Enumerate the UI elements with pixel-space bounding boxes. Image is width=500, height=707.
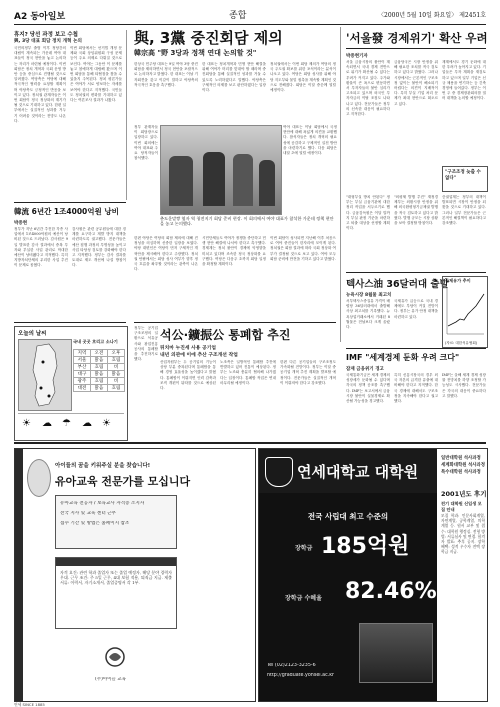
ad-right-line1: 전국 사립대 최고 수준의: [307, 512, 389, 521]
ad-right-ratio-label: 장학금 수혜율: [285, 595, 322, 602]
main-subhead: 韓宗高 "野 3당과 정책 연대 논의할 것": [134, 49, 257, 57]
ad-right-side4: 전기 대학원 신입생 모집 안내: [441, 501, 482, 512]
ad-divider: [14, 442, 486, 444]
bottom-logo: 연세 SINCE 1885: [14, 702, 45, 707]
right-top-body-2: 금융당국은 시장 안정을 위해 필요한 조치를 적극 검토하고 있다고 밝혔다. 그러나 시장에서는 근본적인 구조조정 없이는 불안이 해소되기 어렵다는 의견이 지배적이다. 특히 부실 기업 처리 문제가 최대 현안으로 떠오르고 있다.: [394, 60, 438, 106]
wx-cell: 대전: [74, 385, 91, 392]
masthead: [14, 6, 486, 25]
oil-body-3: 한편 다른 공기업들의 구조조정도 가속화될 전망이다. 정부는 이달 중 공기업 개혁 추진 계획을 발표할 예정이다. 전문가들은 실질적인 개혁이 이뤄져야 한다고 강조했다.: [280, 360, 336, 385]
wx-header-pm: 오후: [108, 350, 125, 357]
wx-cell: 비: [108, 364, 125, 371]
chart-title: 국제유가 추이: [445, 278, 471, 283]
photo-right-text: 여야 대표는 이날 회담에서 국정 현안에 대해 폭넓게 의견을 교환했다. 참석자들은 정치 개혁의 필요성에 공감하고 구체적인 실천 방안을 마련하기로 했다. 다음 회담은 내달 초에 열릴 예정이다.: [283, 125, 337, 156]
right-col-box-title: "구조조정 늦출 수 없다": [445, 170, 481, 181]
texas-sub: 뉴욕시장 8월물 최고치: [346, 293, 392, 298]
wx-cell: 비: [108, 378, 125, 385]
photo-side-text: 정부 관계자들이 회담장으로 입장하고 있다. 이번 회의에는 여야 대표와 주요 당직자들이 참석했다.: [134, 125, 158, 161]
weather-box: [14, 326, 128, 441]
chart-source: (자료: 대한석유협회): [445, 340, 478, 345]
table-row: [74, 385, 125, 392]
right-top-body-1: 서울 금융시장의 불안이 계속되면서 국내 경제 전반으로 위기가 확산될 수 있다는 우려가 커지고 있다. 주가와 환율이 큰 폭으로 변동하면서 투자자들의 불안 심리가 고조되고 있으며 외국인 투자자금의 이탈 조짐도 나타나고 있다. 전문가들은 정부의 신속한 대응이 필요하다고 지적한다.: [346, 60, 390, 117]
table-row: [74, 357, 125, 364]
wx-cell: 흐림: [91, 364, 108, 371]
ad-left-info-box: [55, 495, 177, 549]
wx-cell: 맑음: [108, 371, 125, 378]
ad-right-campus-photo: [359, 623, 433, 683]
budget-headline: 韓流 6년간 1조4000억원 낭비: [14, 207, 119, 216]
sun-icon: ☀: [102, 418, 111, 429]
wx-header-region: 지역: [74, 350, 91, 357]
imf-body-1: 국제통화기금은 세계 경제의 성장세가 둔화될 수 있다며 각국의 정책 공조를 촉구했다. IMF는 보고서에서 금융시장 불안이 실물경제로 확산될 가능성을 경고했다.: [346, 373, 390, 404]
table-row: [74, 364, 125, 371]
ad-left-detail-header: [56, 558, 176, 566]
ad-left-body1: 유아교육 전공자 / 보육교사 자격증 소지자: [60, 501, 145, 506]
wx-cell: 맑음: [91, 385, 108, 392]
ad-right-scholarship-value: 185억원: [321, 534, 410, 559]
wx-cell: 맑음: [91, 371, 108, 378]
ad-right-body: [259, 493, 437, 701]
ad-right-side3: 특수대학원 석사과정: [441, 470, 481, 475]
section-label: 종합: [229, 11, 247, 21]
main-headline: 與, 3黨 중진회담 제의: [134, 29, 283, 47]
main-body-6: 이번 회담이 성사되면 지난해 이후 처음으로 여야 중진들이 한자리에 모이게 된다. 정치권은 회담 결과에 따라 국회 정상화 여부가 결정될 것으로 보고 있다. 여야 모두 회담 준비에 만전을 기하고 있다고 밝혔다.: [270, 236, 336, 261]
cloud-icon: ☁: [82, 418, 92, 429]
oil-side-text: 정부는 공기업 구조조정의 일환으로 석유공사와 광업진흥공사의 통폐합을 추진하기로 했다.: [134, 326, 158, 362]
weather-icons-row: [18, 413, 124, 438]
sidebar-body: 국민의정부 출범 이후 정당간의 대립이 계속되는 가운데 여야 대표들이 정국 현안을 놓고 논의하는 자리가 마련될 예정이다. 이번 회담은 정치 개혁과 국회 운영 방안 등을 중심으로 진행될 것으로 알려졌다. 여당측은 야당에 대해 적극적인 협력을 요청할 계획이며 야당측도 긍정적인 반응을 보이고 있다. 정치권 관계자들은 이번 회담이 정국 정상화의 계기가 될 것으로 기대하고 있다. 한편 일부에서는 실질적인 성과를 거두기 어려울 것이라는 전망도 나온다.: [14, 46, 66, 123]
sun-icon: ☀: [22, 418, 31, 429]
yonsei-crest-icon: [265, 457, 293, 487]
weather-table: [73, 349, 125, 392]
ad-right-sidebar: [439, 449, 487, 701]
ad-right-banner: [259, 449, 437, 493]
company-logo-icon: [95, 645, 135, 675]
texas-body-2: 국제유가 급등으로 국내 경제에도 부담이 커질 전망이다. 정부는 유가 안정 대책을 마련하고 있다.: [394, 299, 438, 319]
weather-map: [18, 339, 72, 411]
wx-cell: 흐림: [91, 378, 108, 385]
right-top-byline: 박중현기자: [346, 54, 368, 59]
ad-left-logo: [95, 645, 135, 675]
wx-header-am: 오전: [91, 350, 108, 357]
oil-merger-sub2: 내년 의관에 이에 추산 구조개선 작업: [160, 353, 238, 358]
table-row: [74, 378, 125, 385]
ad-right-side2: 세계화대학원 석사과정: [441, 463, 485, 468]
cloud-icon: ☁: [42, 418, 52, 429]
ad-right-banner-text: 연세대학교 대학원: [297, 463, 419, 481]
imf-subline: 잠재 금융위기 경고: [346, 367, 384, 372]
right-mid-body-1: "대형부실 방치 안된다" 정부는 부실 금융기관에 대한 정리 작업을 서두르기로 했다. 금융감독원은 이달 말까지 부실 판정 기준을 마련하고 퇴출 대상을 선정할 계획이다.: [346, 195, 390, 231]
page-number: A2 동아일보: [14, 12, 66, 22]
ad-right-ratio-value: 82.46%: [345, 579, 437, 604]
right-col-box: [442, 166, 488, 192]
weather-subtitle: 국내 곳곳 흐리고 소나기: [73, 339, 118, 344]
ad-left-illustration: [27, 459, 51, 497]
budget-body-2: 감사원은 관련 공무원들에 대한 징계를 요구하고 재발 방지 대책을 마련하도록 권고했다. 전문가들은 예산 집행 과정의 투명성을 높이고 사업 타당성 검토를 강화해야 한다고 지적했다. 정부는 감사 결과를 토대로 제도 개선에 나설 방침이다.: [72, 227, 126, 268]
ad-right: [258, 448, 488, 702]
ad-left: [14, 448, 256, 702]
ad-left-detail-text: 자격 요건: 관련 학과 졸업자 또는 졸업 예정자, 해당 분야 경력자 우대. 근무 조건: 주 5일 근무, 4대 보험 적용, 퇴직금 지급. 제출 서류: 이력서, 자기소개서, 졸업증명서 각 1부.: [60, 570, 172, 586]
sidebar-headline: 휴지? 당선 과정 보고 수첩: [14, 32, 78, 38]
ad-right-side1: 일반대학원 석사과정: [441, 456, 481, 461]
ad-left-band: [15, 449, 23, 701]
ad-left-top: 아이들의 꿈을 키워주실 분을 찾습니다!: [55, 463, 151, 469]
ad-right-tel: Tel (02)2123-3235-6: [267, 663, 316, 668]
texas-body-1: 서부텍사스중질유 가격이 배럴당 36달러대에서 출발해 사상 최고치를 기록했다. 뉴욕상업거래소에서 거래된 8월물은 전날보다 크게 올랐다.: [346, 299, 390, 330]
oil-merger-sub1: 뒤치마 누진세 사용 공기업: [160, 346, 216, 351]
wx-cell: 서울: [74, 357, 91, 364]
oil-merger-headline: 석公·鑛振公 통폐합 추진: [160, 328, 291, 342]
main-body-5: 시민단체들도 여야가 정쟁을 중단하고 민생 현안 해결에 나서야 한다고 촉구했다. 경제계는 정치 불안이 경제에 악영향을 미치고 있다며 조속한 정국 정상화를 요구했다. 여당은 다음주 초까지 회담 일정을 확정할 계획이다.: [202, 236, 266, 267]
wx-cell: 광주: [74, 378, 91, 385]
issue-date: 〈2000년 5월 10일 화요일〉 제2451호: [378, 12, 486, 19]
right-top-body-3: 재계에서도 경기 둔화에 대한 우려가 높아지고 있다. 기업들은 투자 계획을 재검토하고 있으며 일부 기업은 신규 채용을 연기하는 등 긴축 경영에 들어갔다. 정부는 이번 주 중 경제장관회의를 열어 대책을 논의할 예정이다.: [442, 60, 486, 101]
ad-right-url[interactable]: http://graduate.yonsei.ac.kr: [267, 673, 335, 678]
ad-left-headline: 유아교육 전문가를 모십니다: [55, 475, 191, 488]
wx-cell: 부산: [74, 364, 91, 371]
right-mid-body-2: "외평채 발행 추진" 재정경제부는 외환시장 안정을 위해 외국환평형기금채권 발행을 적극 검토하고 있다고 밝혔다. 발행 규모는 시장 상황을 보아 결정할 방침이다.: [394, 195, 438, 226]
main-body-1: 한상국 민주당 대표는 9일 여야 3당 중진회담을 제의하면서 정국 현안을 포괄적으로 논의하자고 밝혔다. 한 대표는 이날 기자회견을 갖고 이같이 말하고 야당측의 적극적인 호응을 촉구했다.: [134, 62, 198, 87]
right-top-headline: '서울發 경제위기' 확산 우려: [346, 31, 488, 45]
ad-right-side-details: 모집 학과: 인문사회계열, 자연계열, 공학계열, 의학계열 등. 원서 교부 및 접수: 대학원 행정실. 전형 방법: 서류심사 및 면접. 합격자 발표: 추후 공지. 장학 혜택: 성적 우수자 전액 장학금 지급.: [441, 513, 485, 555]
ad-left-body2: 전국 지사 및 교육 센터 근무: [60, 511, 117, 516]
ad-left-body3: 접수 기간 및 방법은 홈페이지 참조: [60, 521, 130, 526]
main-body-4: 한편 야당은 여당의 회담 제의에 대해 진정성을 의심하며 신중한 입장을 보였다. 야당 대변인은 여당이 먼저 구체적인 개혁안을 제시해야 한다고 주장했다. 정치권 안팎에서는 회담 성사 여부가 향후 정국 흐름을 좌우할 것이라는 관측이 나온다.: [134, 236, 198, 272]
wx-cell: 흐림: [108, 385, 125, 392]
wx-cell: 흐림: [108, 357, 125, 364]
sidebar-subline: 與, 3당 대표 회담 정치 개혁 논의: [14, 39, 82, 44]
main-body-2: 한 대표는 정치개혁과 민생 현안 해결을 위해 여야가 머리를 맞대야 할 때라며 중진회담을 통해 실질적인 성과를 거둘 수 있도록 노력하겠다고 말했다. 야당측은 구체적인 의제를 보고 판단하겠다는 입장이다.: [202, 62, 266, 93]
oil-body-1: 산업자원부는 두 공기업의 기능이 상당 부분 중복된다며 통폐합을 통해 경영 효율성을 높이겠다고 밝혔다. 통폐합이 이뤄지면 인력 감축과 조직 개편이 뒤따를 것으로 예상된다.: [160, 360, 216, 391]
wx-cell: 맑음: [91, 357, 108, 364]
wx-cell: 대구: [74, 371, 91, 378]
weather-title: 오늘의 날씨: [18, 331, 47, 337]
ad-right-scholarship-label: 장학금: [295, 545, 313, 552]
umbrella-icon: ☂: [62, 418, 71, 429]
budget-byline: 박중현: [14, 221, 28, 226]
main-body-3: 정치권에서는 이번 회담 제의가 여당의 정국 주도권 확보를 위한 포석이라는 분석이 나오고 있다. 여당은 회담 성사를 위해 야당 지도부와 물밑 접촉을 계속할 계획인 것으로 전해졌다. 회담은 이달 중순께 열릴 예정이다.: [270, 62, 336, 93]
imf-body-3: IMF는 올해 세계 경제 성장률 전망치를 하향 조정할 가능성도 시사했다. 전문가들은 각국의 대응이 중요하다고 말했다.: [442, 373, 486, 398]
korea-map-icon: [19, 340, 71, 410]
ad-right-year: 2001년도 후기: [441, 490, 487, 498]
table-row: [74, 371, 125, 378]
right-mid-body-3: 증권업계는 정부의 대책이 발표되면 시장이 안정을 되찾을 것으로 기대하고 있다. 그러나 일부 전문가들은 근본적인 해결책이 필요하다고 강조했다.: [442, 195, 486, 226]
ad-left-footer: (주)아이들 교육: [95, 677, 127, 682]
texas-headline: 텍사스油 36달러대 출발: [346, 279, 449, 290]
sidebar-body-2: 이번 회담에서는 선거법 개정 문제와 국회 상임위원회 구성 문제 등이 주요 의제로 다뤄질 것으로 보인다. 여야는 그동안 이 문제를 놓고 첨예하게 대립해 왔으며 이번 회담을 통해 타협점을 찾을 수 있을지 주목된다. 정치 평론가들은 여야가 서로 양보하는 자세를 보여야 한다고 지적했다. 국민들도 정치권의 변화를 기대하고 있다는 여론조사 결과가 나왔다.: [70, 46, 122, 103]
photo-caption: 춘도운말짱 옆자 역 청전지기 회담 준비 현장. 이 회의에서 여야 대표가 참석한 가운데 정책 현안을 놓고 논의했다.: [160, 216, 334, 227]
main-photo: [160, 125, 282, 215]
oil-chart-svg: [444, 286, 486, 338]
imf-body-2: 특히 신흥시장국의 경우 외국 자본의 급격한 유출에 대비해야 한다고 지적했다. 한국 경제에 대해서도 구조조정을 지속해야 한다고 권고했다.: [394, 373, 438, 404]
oil-price-chart: [442, 276, 488, 348]
oil-body-2: 노조측은 일방적인 통폐합 추진에 반발하고 있어 진통이 예상된다. 정부는 노조와 충분히 협의해 나가겠다는 입장이다. 통폐합 작업은 연내 마무리될 예정이다.: [220, 360, 276, 385]
ad-left-detail-box: [55, 557, 177, 629]
budget-body-1: 정부가 지난 6년간 추진한 각종 사업에서 1조4000억원의 예산이 낭비된 것으로 드러났다. 감사원은 9일 발표한 감사 결과에서 중복 투자와 부실한 사업 관리로 막대한 예산이 낭비됐다고 지적했다. 특히 지방자치단체의 무리한 사업 추진이 문제로 꼽혔다.: [14, 227, 68, 268]
imf-headline: IMF "세계경제 둔화 우려 크다": [346, 353, 460, 362]
